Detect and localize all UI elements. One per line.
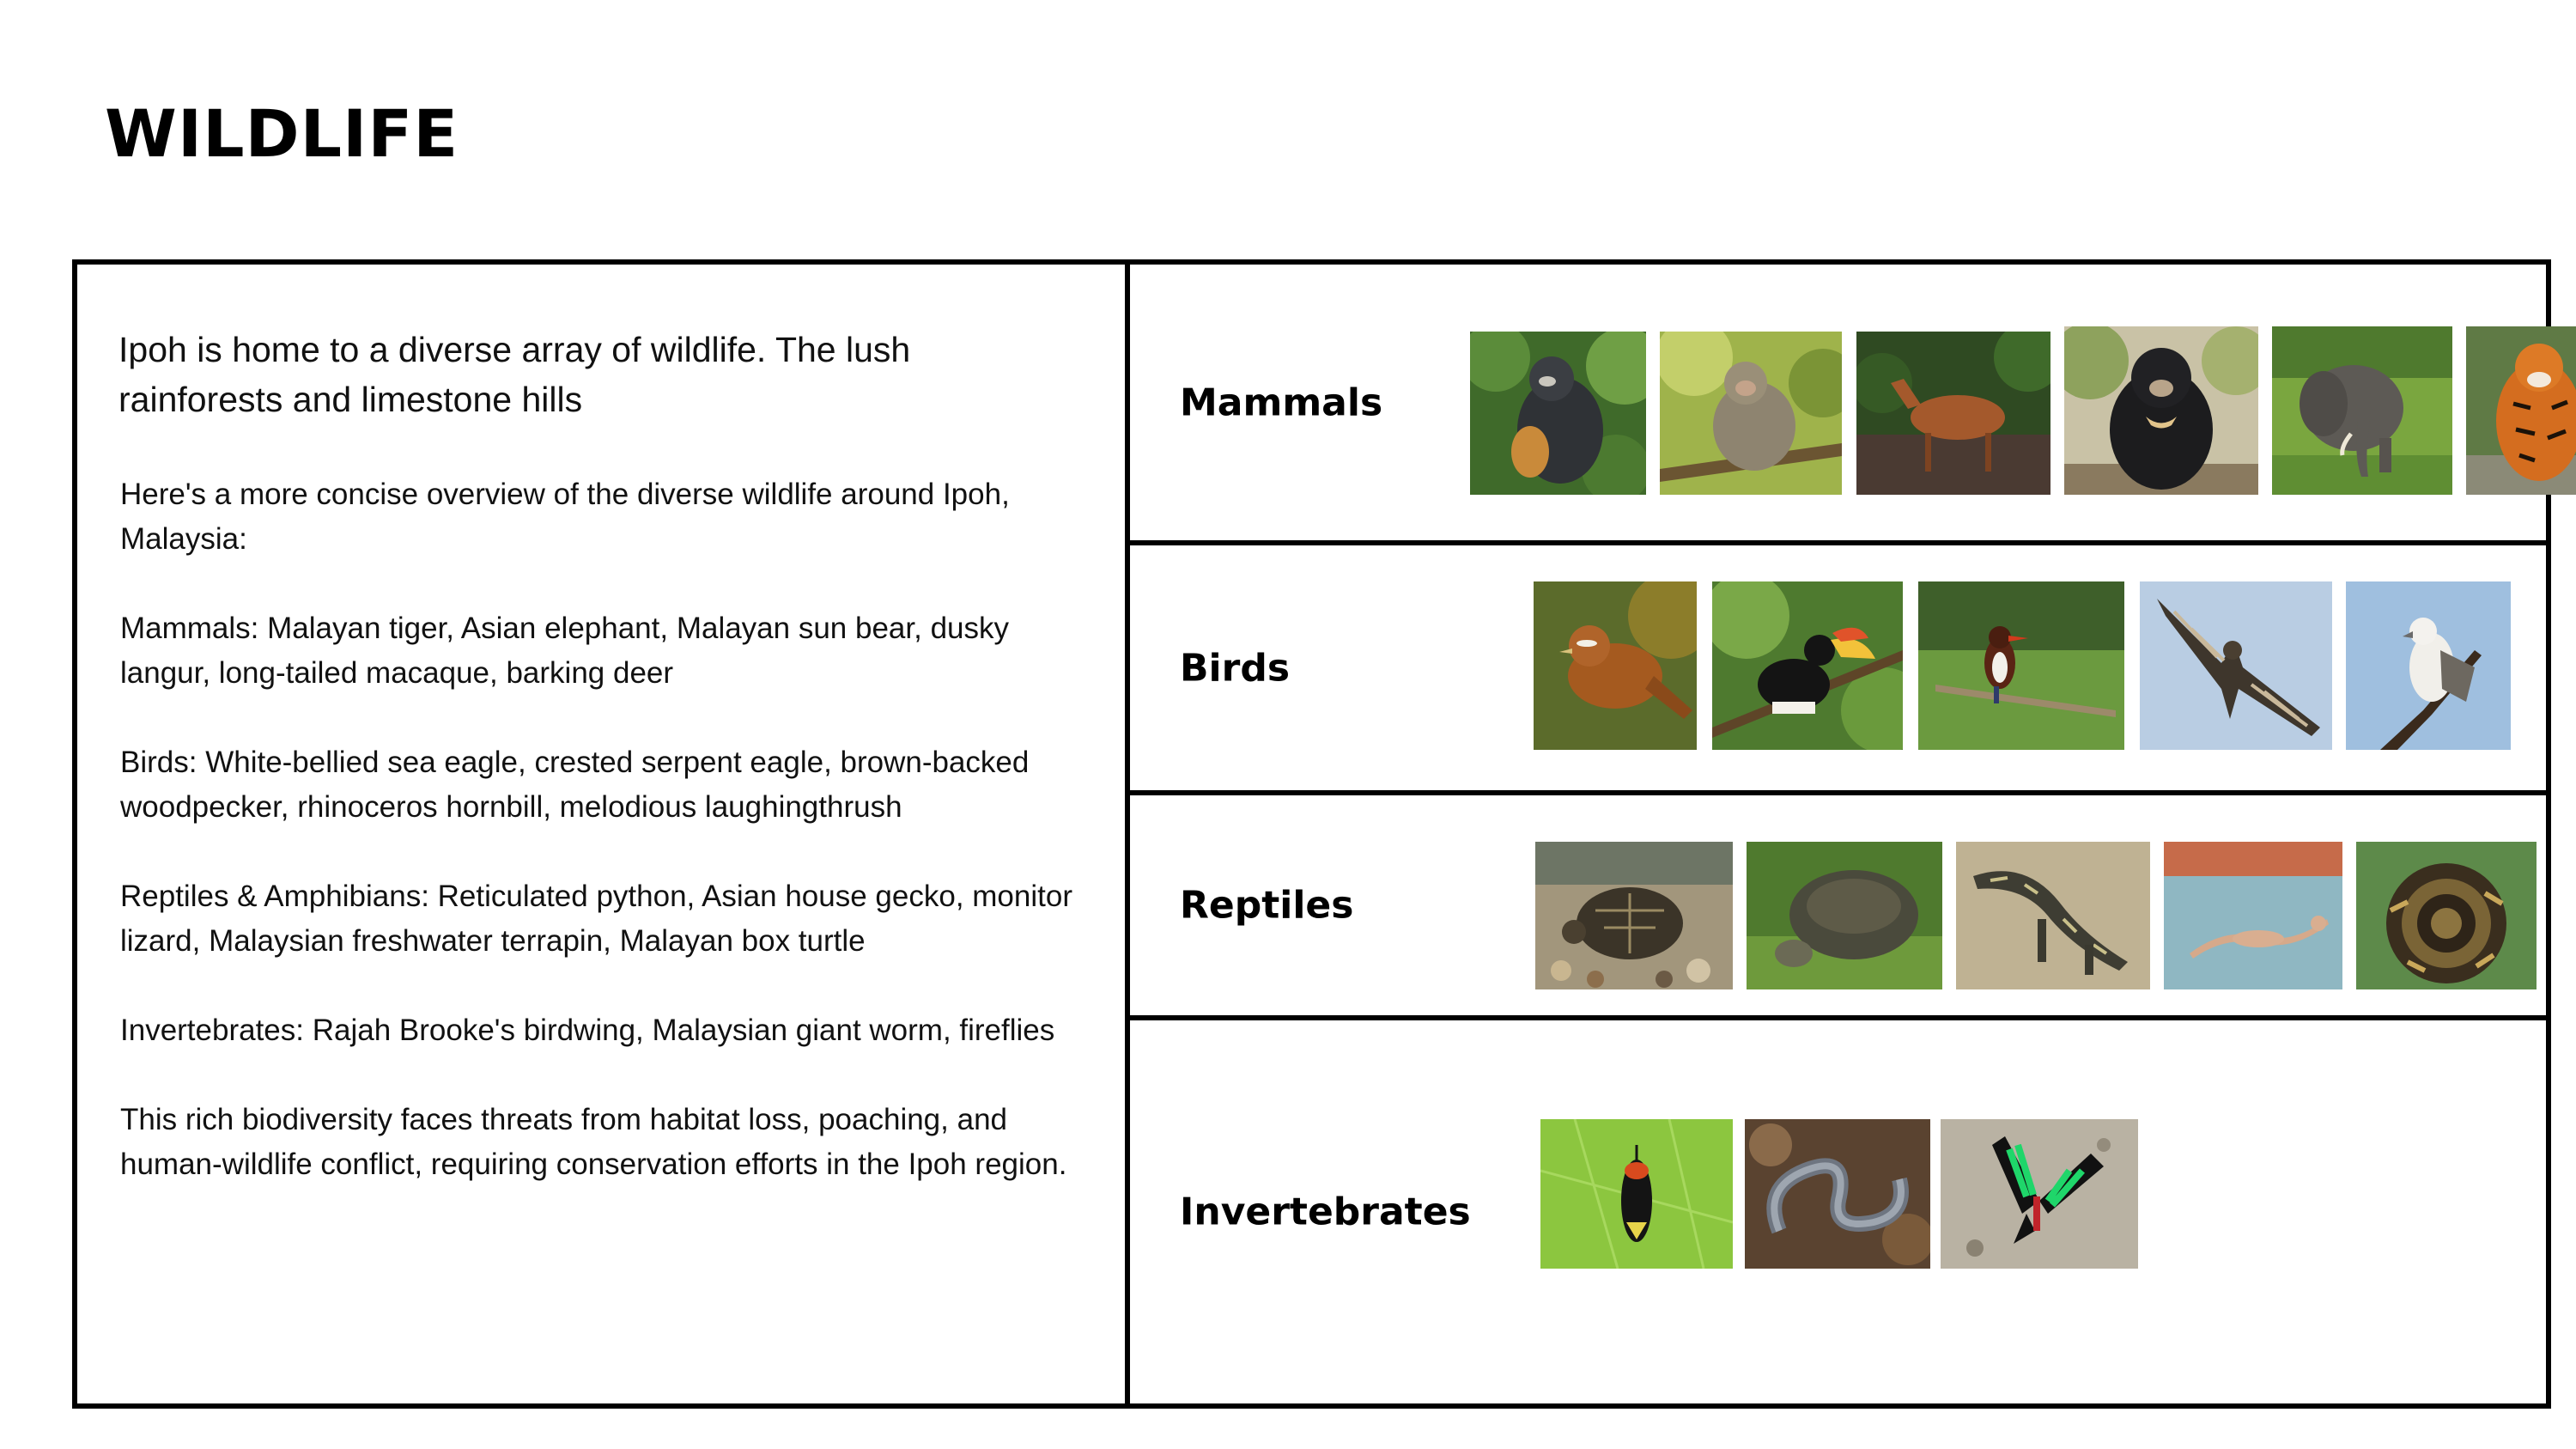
intro-text: Ipoh is home to a diverse array of wildlife. The lush rainforests and limestone hills	[118, 330, 911, 419]
gallery-panel	[1130, 265, 2546, 1403]
birds-label: Birds	[1180, 646, 1291, 690]
kingfisher-photo	[1918, 581, 2124, 750]
birdwing-butterfly-photo	[1941, 1119, 2138, 1269]
monitor-lizard-photo	[1956, 842, 2150, 989]
conservation-paragraph: This rich biodiversity faces threats from habitat loss, poaching, and human-wildlife conflict, requiring conservation efforts in the Ipoh region.	[120, 1103, 1067, 1181]
overview-text	[120, 472, 1073, 1232]
invertebrates-label: Invertebrates	[1180, 1190, 1471, 1234]
invertebrates-row	[1130, 1020, 2546, 1403]
page-title: WILDLIFE	[105, 95, 459, 172]
tiger-photo	[2466, 326, 2576, 495]
reptiles-label: Reptiles	[1180, 883, 1354, 928]
reptiles-row	[1130, 795, 2546, 1020]
content-frame	[72, 259, 2551, 1409]
mammals-row	[1130, 265, 2546, 545]
birds-paragraph: Birds: White-bellied sea eagle, crested serpent eagle, brown-backed woodpecker, rhinoceros hornbill, melodious laughingthrush	[120, 746, 1030, 824]
barking-deer-photo	[1856, 332, 2050, 495]
overview-paragraph: Here's a more concise overview of the diverse wildlife around Ipoh, Malaysia:	[120, 478, 1010, 556]
firefly-photo	[1540, 1119, 1733, 1269]
hornbill-photo	[1712, 581, 1903, 750]
sun-bear-photo	[2064, 326, 2258, 495]
mammals-paragraph: Mammals: Malayan tiger, Asian elephant, Malayan sun bear, dusky langur, long-tailed macaque, barking deer	[120, 612, 1009, 690]
invertebrates-paragraph: Invertebrates: Rajah Brooke's birdwing, Malaysian giant worm, fireflies	[120, 1014, 1055, 1047]
birds-row	[1130, 545, 2546, 795]
description-panel	[77, 265, 1130, 1403]
terrapin-photo	[1747, 842, 1942, 989]
python-photo	[2356, 842, 2537, 989]
giant-worm-photo	[1745, 1119, 1930, 1269]
sea-eagle-photo	[2346, 581, 2511, 750]
macaque-photo	[1660, 332, 1842, 495]
box-turtle-photo	[1535, 842, 1733, 989]
elephant-photo	[2272, 326, 2452, 495]
reptiles-paragraph: Reptiles & Amphibians: Reticulated python, Asian house gecko, monitor lizard, Malaysian freshwater terrapin, Malayan box turtle	[120, 880, 1072, 958]
dusky-langur-photo	[1470, 332, 1646, 495]
serpent-eagle-photo	[2140, 581, 2332, 750]
gecko-photo	[2164, 842, 2342, 989]
laughingthrush-photo	[1534, 581, 1697, 750]
mammals-label: Mammals	[1180, 381, 1383, 424]
